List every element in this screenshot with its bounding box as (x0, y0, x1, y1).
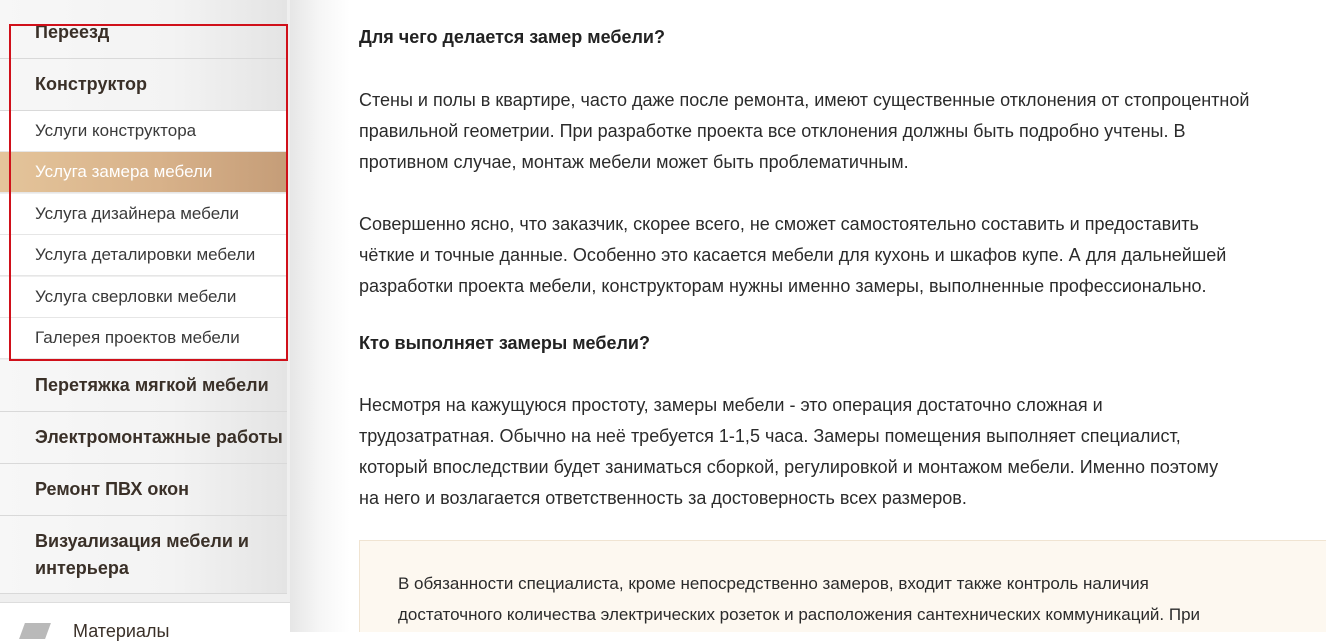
divider-shadow (290, 0, 350, 632)
sidebar-item-label: Перетяжка мягкой мебели (35, 375, 269, 395)
article-content (359, 0, 1326, 632)
submenu-item-label: Услуга сверловки мебели (35, 287, 237, 306)
sidebar-item-materialy[interactable] (0, 602, 290, 643)
sidebar-item-pereezd[interactable] (0, 0, 287, 59)
submenu-item-sverlovka[interactable] (0, 277, 287, 318)
sidebar-item-vizualizatsiya[interactable] (0, 516, 287, 594)
sidebar-item-label: Ремонт ПВХ окон (35, 479, 189, 499)
article-paragraph (359, 85, 1326, 178)
sidebar-item-peretyazhka[interactable] (0, 360, 287, 412)
materials-icon (19, 623, 51, 639)
paragraph-line: правильной геометрии. При разработке проекта все отклонения должны быть подробно учтены. В (359, 121, 1186, 141)
article-paragraph (359, 209, 1326, 302)
paragraph-line: разработки проекта мебели, конструкторам нужны именно замеры, выполненные профессионально. (359, 276, 1207, 296)
submenu-item-detalirovka[interactable] (0, 235, 287, 276)
paragraph-line: трудозатратная. Обычно на неё требуется 1-1,5 часа. Замеры помещения выполняет специалист, (359, 426, 1181, 446)
note-text (398, 568, 1200, 630)
sidebar-item-label-line2: интерьера (35, 557, 129, 578)
submenu-item-label: Услуга замера мебели (35, 162, 213, 181)
article-heading: Кто выполняет замеры мебели? (359, 333, 650, 353)
sidebar-menu (0, 0, 290, 641)
sidebar-item-label-line1: Визуализация мебели и (35, 530, 249, 551)
sidebar-item-label: Переезд (35, 22, 110, 42)
paragraph-line: который впоследствии будет заниматься сборкой, регулировкой и монтажом мебели. Именно поэтому (359, 457, 1219, 477)
submenu-item-label: Услуги конструктора (35, 121, 197, 140)
paragraph-line: на него и возлагается ответственность за достоверность всех размеров. (359, 488, 967, 508)
submenu-item-galereya[interactable] (0, 318, 287, 359)
paragraph-line: чёткие и точные данные. Особенно это касается мебели для кухонь и шкафов купе. А для дальнейшей (359, 245, 1227, 265)
sidebar-item-label: Электромонтажные работы (35, 427, 283, 447)
paragraph-line: Совершенно ясно, что заказчик, скорее всего, не сможет самостоятельно составить и предоставить (359, 214, 1199, 234)
sidebar-item-remont-pvh[interactable] (0, 464, 287, 516)
paragraph-line: Стены и полы в квартире, часто даже после ремонта, имеют существенные отклонения от стопроцентной (359, 90, 1250, 110)
sidebar-item-label: Материалы (73, 621, 170, 641)
submenu-item-dizayner[interactable] (0, 194, 287, 235)
sidebar-item-konstruktor[interactable] (0, 59, 287, 111)
paragraph-line: противном случае, монтаж мебели может быть проблематичным. (359, 152, 909, 172)
paragraph-line: Несмотря на кажущуюся простоту, замеры мебели - это операция достаточно сложная и (359, 395, 1103, 415)
sidebar-item-label: Конструктор (35, 74, 148, 94)
submenu-item-zamer-active[interactable] (0, 152, 287, 193)
note-line: достаточного количества электрических розеток и расположения сантехнических коммуникаций. При (398, 605, 1201, 624)
submenu-item-uslugi-konstruktora[interactable] (0, 111, 287, 152)
submenu-item-label: Галерея проектов мебели (35, 328, 240, 347)
submenu-item-label: Услуга дизайнера мебели (35, 204, 240, 223)
note-box (359, 540, 1326, 632)
sidebar-item-elektromontazh[interactable] (0, 412, 287, 464)
article-heading: Для чего делается замер мебели? (359, 27, 665, 47)
submenu-item-label: Услуга деталировки мебели (35, 245, 256, 264)
article-paragraph (359, 390, 1326, 514)
note-line: В обязанности специалиста, кроме непосредственно замеров, входит также контроль наличия (398, 574, 1149, 593)
